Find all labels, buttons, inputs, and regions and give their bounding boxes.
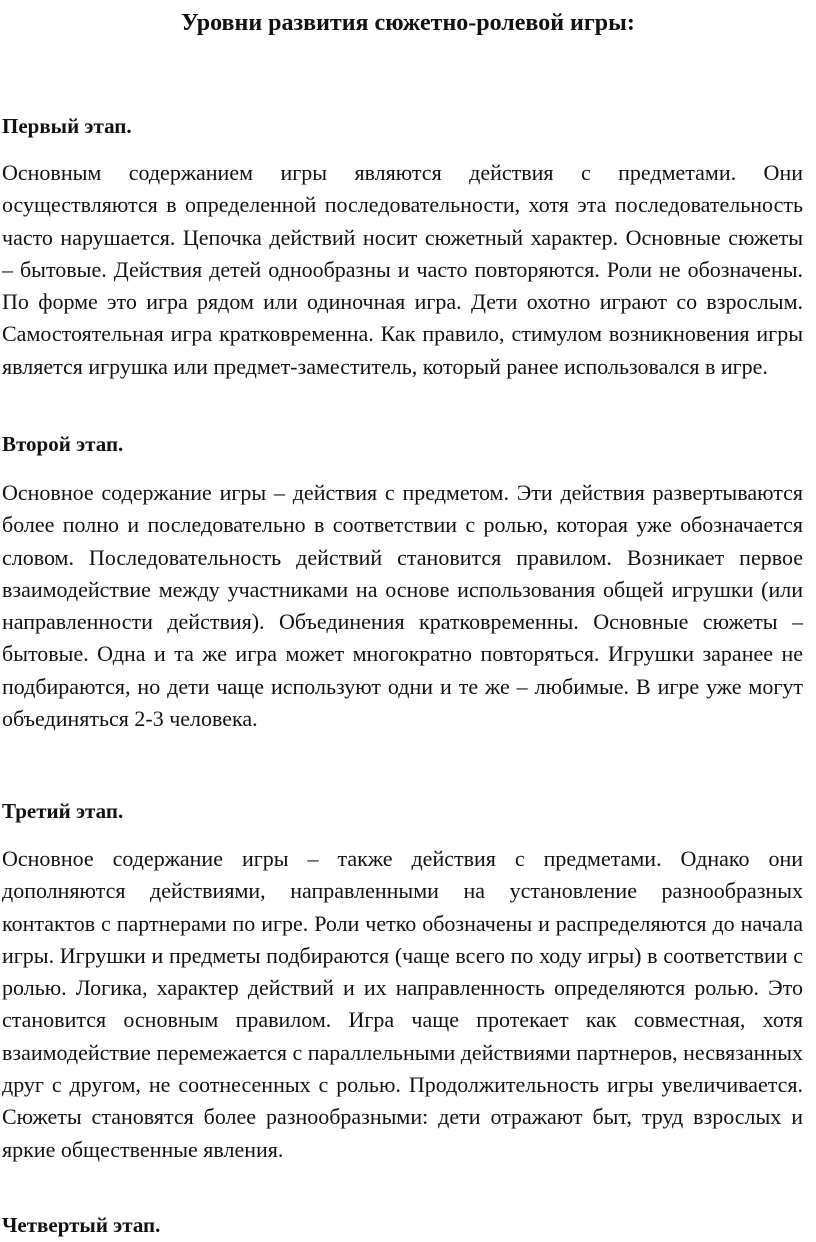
- section-heading-stage-3: Третий этап.: [2, 799, 124, 823]
- section-heading-stage-2: Второй этап.: [2, 432, 124, 456]
- section-heading-stage-1: Первый этап.: [2, 114, 132, 138]
- section-text-stage-3: Основное содержание игры – также действия с предметами. Однако они дополняются действиями, направленными на установление разнообразных контактов с партнерами по игре. Роли четко обозначены и распределяются до начала игры. Игрушки и предметы подбираются (чаще всего по ходу игры) в соответствии с ролью. Логика, характер действий и их направленность определяются ролью. Это становится основным правилом. Игра чаще протекает как совместная, хотя взаимодействие перемежается с параллельными действиями партнеров, несвязанных друг с другом, не соотнесенных с ролью. Продолжительность игры увеличивается. Сюжеты становятся более разнообразными: дети отражают быт, труд взрослых и яркие общественные явления.: [2, 846, 803, 1162]
- section-heading-stage-4: Четвертый этап.: [2, 1213, 161, 1237]
- section-text-stage-2: Основное содержание игры – действия с предметом. Эти действия развертываются более полно и последовательно в соответствии с ролью, которая уже обозначается словом. Последовательность действий становится правилом. Возникает первое взаимодействие между участниками на основе использования общей игрушки (или направленности действия). Объединения кратковременны. Основные сюжеты – бытовые. Одна и та же игра может многократно повторяться. Игрушки заранее не подбираются, но дети чаще используют одни и те же – любимые. В игре уже могут объединяться 2-3 человека.: [2, 480, 803, 732]
- document-title: Уровни развития сюжетно-ролевой игры:: [181, 10, 635, 36]
- section-text-stage-1: Основным содержанием игры являются действия с предметами. Они осуществляются в определенной последовательности, хотя эта последовательность часто нарушается. Цепочка действий носит сюжетный характер. Основные сюжеты – бытовые. Действия детей однообразны и часто повторяются. Роли не обозначены. По форме это игра рядом или одиночная игра. Дети охотно играют со взрослым. Самостоятельная игра кратковременна. Как правило, стимулом возникновения игры является игрушка или предмет-заместитель, который ранее использовался в игре.: [2, 160, 803, 379]
